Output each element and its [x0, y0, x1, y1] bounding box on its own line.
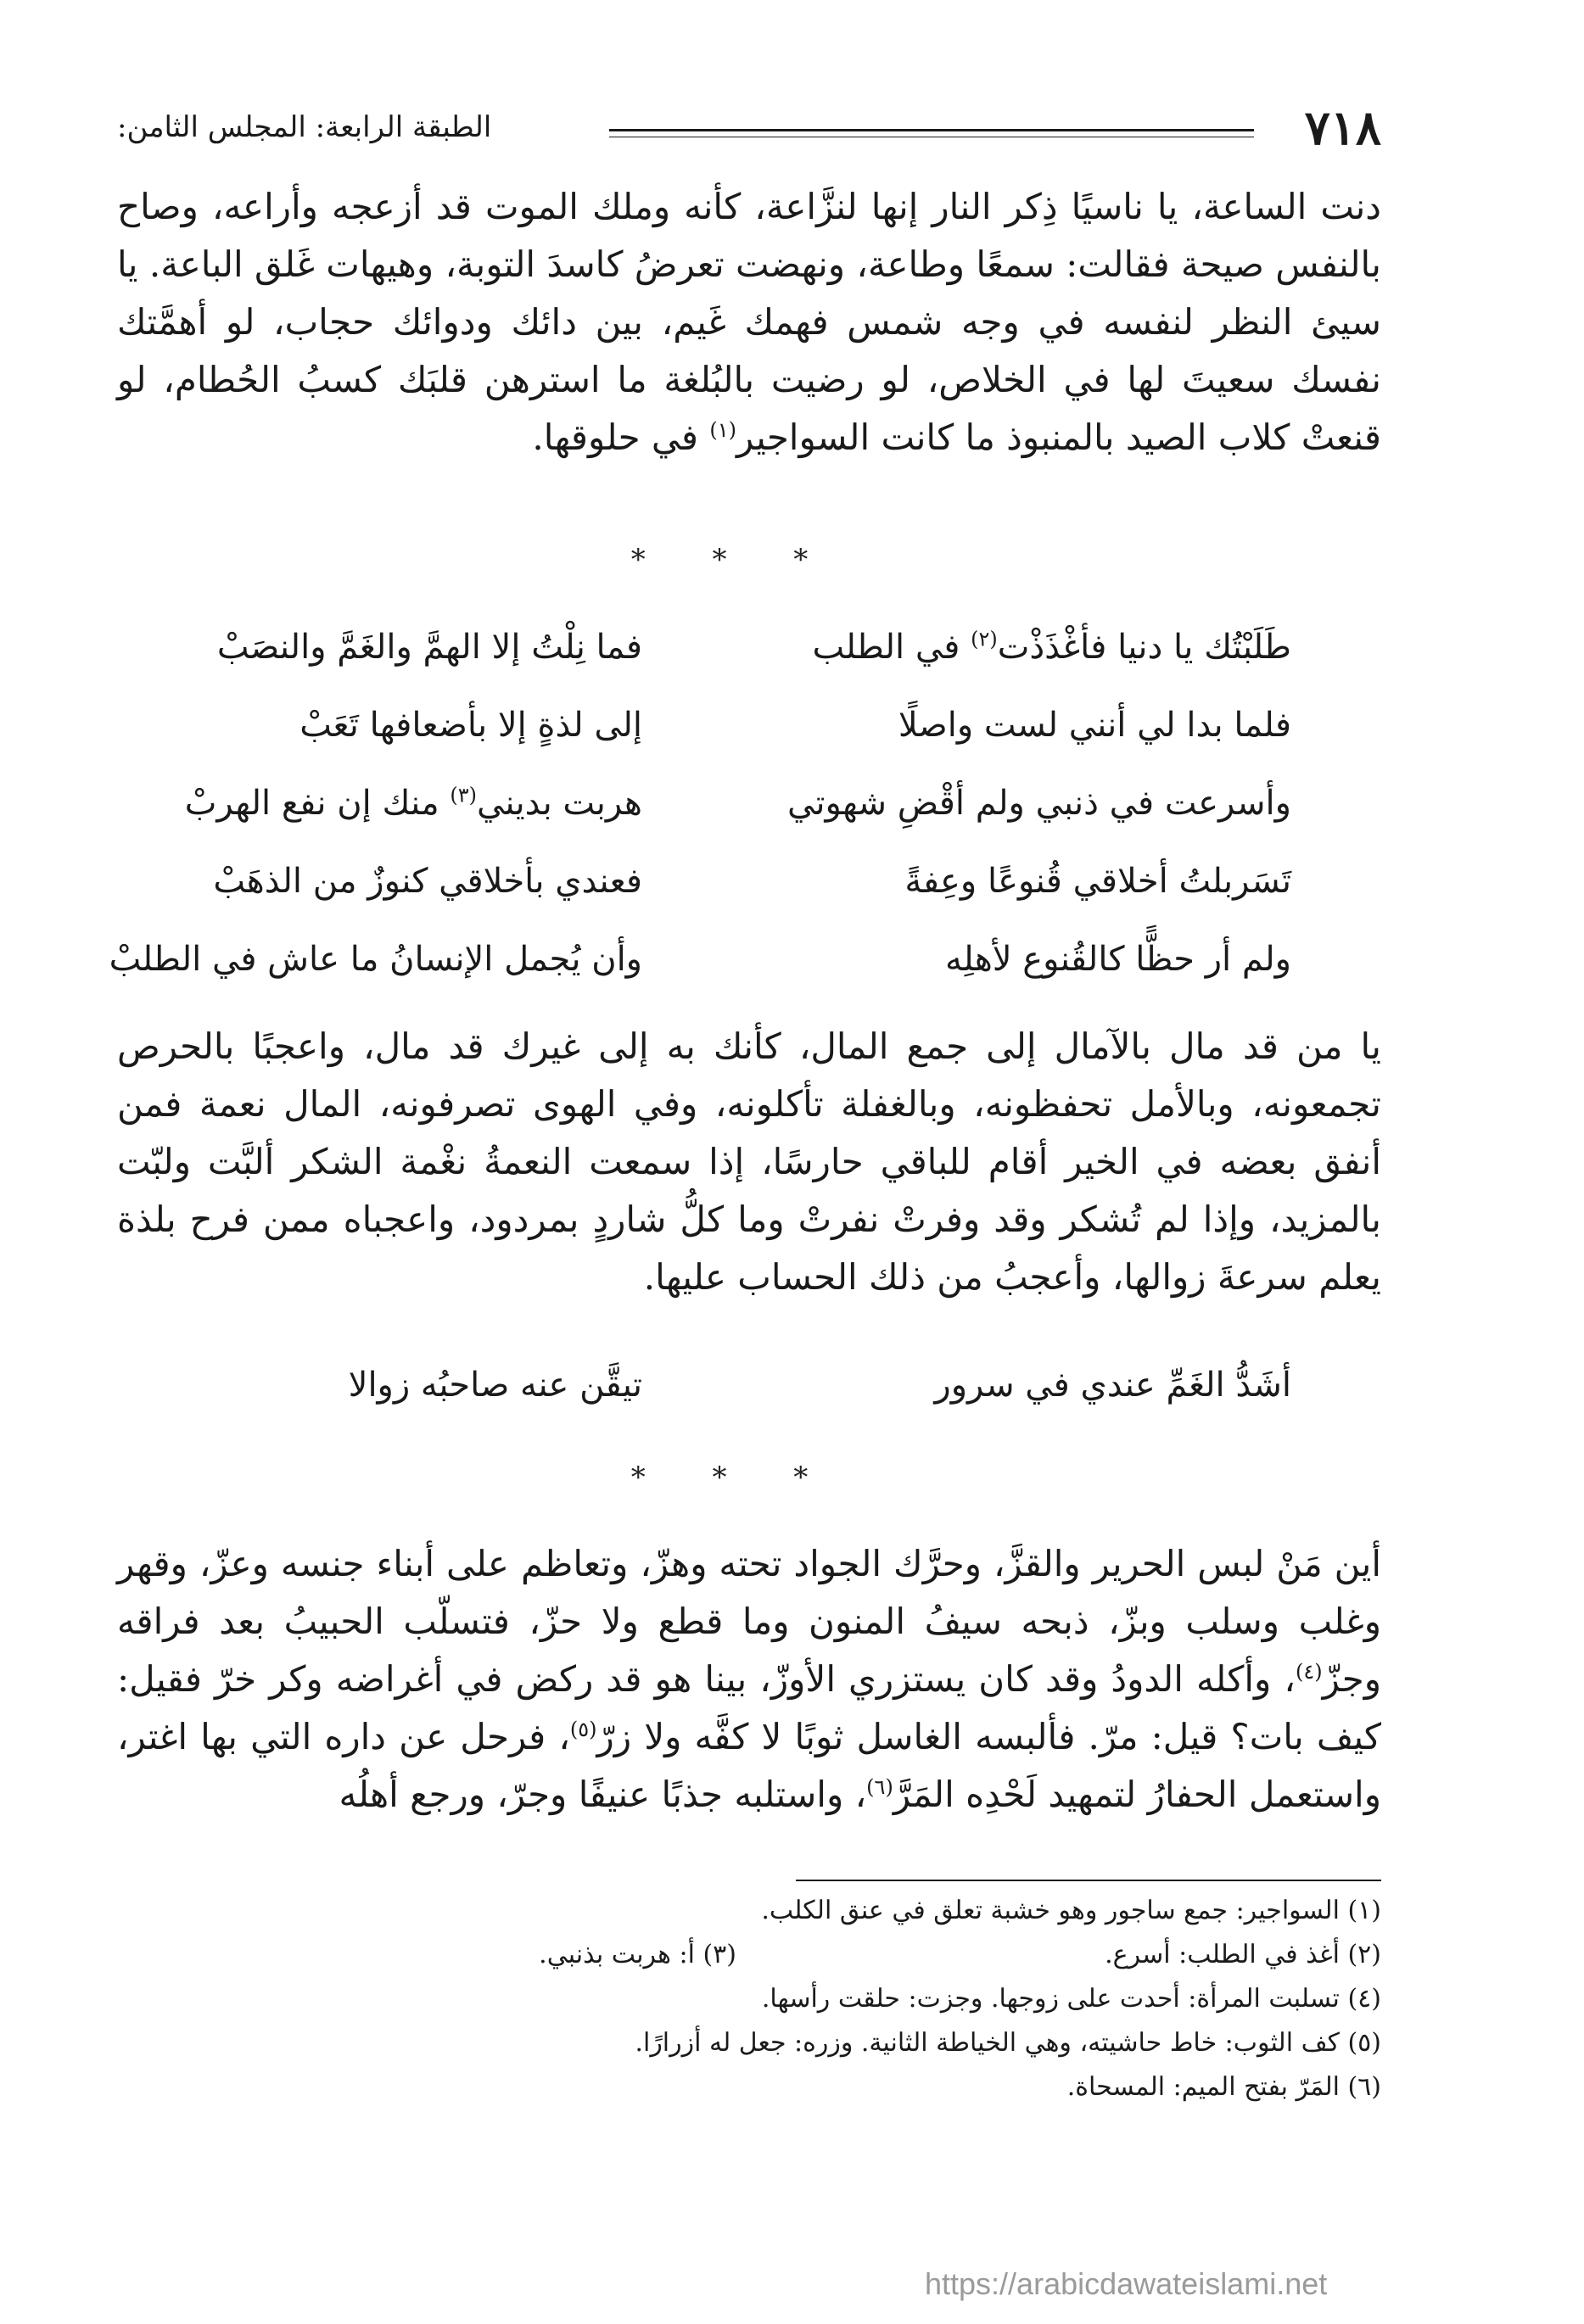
- verse-3: [150, 784, 1291, 862]
- paragraph-1: [117, 178, 1381, 466]
- verse-5-first-hemistich: ولم أر حظًّا كالقُنوع لأهلِه: [945, 940, 1291, 979]
- footnote-row-2-3: [117, 1940, 1381, 1984]
- footnote-ref-3[interactable]: (٣): [450, 783, 478, 807]
- footnote-3: (٣) أ: هربت بذنبي.: [539, 1940, 736, 1969]
- paragraph-3-text-1: أين مَنْ لبس الحرير والقزَّ، وحرَّك الجواد تحته وهزّ، وتعاظم على أبناء جنسه وعزّ، وقهر وغلب وسلب وبزّ، ذبحه سيفُ المنون وما قطع ولا حزّ، فتسلّب الحبيبُ بعد فراقه وجزّ: [117, 1543, 1381, 1700]
- verse-2: [150, 706, 1291, 784]
- verse-1-second-hemistich: فما نِلْتُ إلا الهمَّ والغَمَّ والنصَبْ: [216, 628, 642, 667]
- footnote-ref-6[interactable]: (٦): [866, 1775, 893, 1799]
- footnote-ref-5[interactable]: (٥): [569, 1718, 597, 1741]
- paragraph-2-text: يا من قد مال بالآمال إلى جمع المال، كأنك به إلى غيرك قد مال، واعجبًا بالحرص تجمعونه، وبالأمل تحفظونه، وبالغفلة تأكلونه، وفي الهوى تصرفونه، المال نعمة فمن أنفق بعضه في الخير أقام للباقي حارسًا، إذا سمعت النعمةُ نغْمة الشكر ألبَّت ولبّت بالمزيد، وإذا لم تُشكر وقد وفرتْ نفرتْ وما كلُّ شاردٍ بمردود، واعجباه ممن فرح بلذة يعلم سرعةَ زوالها، وأعجبُ من ذلك الحساب عليها.: [117, 1025, 1381, 1298]
- verse-4-first-hemistich: تَسَربلتُ أخلاقي قُنوعًا وعِفةً: [904, 862, 1291, 901]
- watermark-url: https://arabicdawateislami.net: [925, 2266, 1328, 2301]
- paragraph-1-tail: في حلوقها.: [532, 416, 710, 458]
- verse-4-second-hemistich: فعندي بأخلاقي كنوزٌ من الذهَبْ: [213, 862, 642, 901]
- poem-1: [109, 627, 1291, 1018]
- paragraph-3-text-3: ، فرحل عن داره التي بها اغتر، واستعمل الحفارُ لتمهيد لَحْدِه المَرَّ: [117, 1716, 1381, 1815]
- verse-single-first-hemistich: أشَدُّ الغَمِّ عندي في سرور: [934, 1366, 1291, 1405]
- footnote-1: (١) السواجير: جمع ساجور وهو خشبة تعلق في عنق الكلب.: [761, 1896, 1381, 1925]
- page-number: ٧١٨: [1304, 100, 1381, 156]
- verse-3-second-hemistich: هربت بديني$^{(٣)}$ منك إن نفع الهربْ: [184, 783, 642, 823]
- verse-3-first-hemistich: وأسرعت في ذنبي ولم أقْضِ شهوتي: [786, 784, 1291, 823]
- header-rule: [609, 129, 1254, 137]
- footnote-4: (٤) تسلبت المرأة: أحدت على زوجها. وجزت: حلقت رأسها.: [761, 1984, 1381, 2014]
- footnote-ref-2[interactable]: (٢): [971, 627, 998, 651]
- verse-1: [150, 628, 1291, 706]
- page-header: [117, 100, 1381, 163]
- footnote-ref-1[interactable]: (١): [709, 418, 736, 442]
- verse-5-second-hemistich: وأن يُجمل الإنسانُ ما عاش في الطلبْ: [109, 940, 642, 979]
- verse-5: [109, 940, 1291, 1018]
- footnotes: [117, 1896, 1381, 2116]
- verse-2-second-hemistich: إلى لذةٍ إلا بأضعافها تَعَبْ: [299, 706, 642, 745]
- verse-4: [150, 862, 1291, 940]
- footnote-divider: [796, 1880, 1381, 1881]
- running-title: الطبقة الرابعة: المجلس الثامن:: [117, 110, 492, 144]
- section-separator-2: * * *: [630, 1461, 837, 1494]
- verse-1-first-hemistich: طَلَبْتُك يا دنيا فأغْذَذْت$^{(٢)}$ في الطلب: [812, 627, 1291, 667]
- footnote-5: (٥) كف الثوب: خاط حاشيته، وهي الخياطة الثانية. وزره: جعل له أزرارًا.: [635, 2028, 1381, 2058]
- footnote-ref-4[interactable]: (٤): [1295, 1660, 1323, 1684]
- footnote-2: (٢) أغذ في الطلب: أسرع.: [1105, 1940, 1381, 1969]
- paragraph-3-text-2: ، وأكله الدودُ وقد كان يستزري الأوزّ، بينا هو قد ركض في أغراضه وكر خرّ فقيل: كيف بات؟ قيل: مرّ. فألبسه الغاسل ثوبًا لا كفَّه ولا زرّ: [117, 1658, 1381, 1757]
- paragraph-3-text-4: ، واستلبه جذبًا عنيفًا وجرّ، ورجع أهلُه: [339, 1774, 867, 1815]
- footnote-6: (٦) المَرّ بفتح الميم: المسحاة.: [1066, 2072, 1381, 2102]
- paragraph-3: [117, 1535, 1381, 1824]
- verse-single: [150, 1366, 1291, 1444]
- section-separator: * * *: [630, 543, 837, 577]
- paragraph-1-text: دنت الساعة، يا ناسيًا ذِكر النار إنها لنزَّاعة، كأنه وملك الموت قد أزعجه وأراعه، وصاح بالنفس صيحة فقالت: سمعًا وطاعة، ونهضت تعرضُ كاسدَ التوبة، وهيهات غَلق الباعة. يا سيئ النظر لنفسه في وجه شمس فهمك غَيم، بين دائك ودوائك حجاب، لو أهمَّتك نفسك سعيتَ لها في الخلاص، لو رضيت بالبُلغة ما استرهن قلبَك كسبُ الحُطام، لو قنعتْ كلاب الصيد بالمنبوذ ما كانت السواجير: [117, 186, 1381, 458]
- verse-single-second-hemistich: تيقَّن عنه صاحبُه زوالا: [348, 1366, 642, 1405]
- poem-2: [150, 1366, 1291, 1444]
- verse-2-first-hemistich: فلما بدا لي أنني لست واصلًا: [898, 706, 1291, 745]
- paragraph-2: [117, 1018, 1381, 1306]
